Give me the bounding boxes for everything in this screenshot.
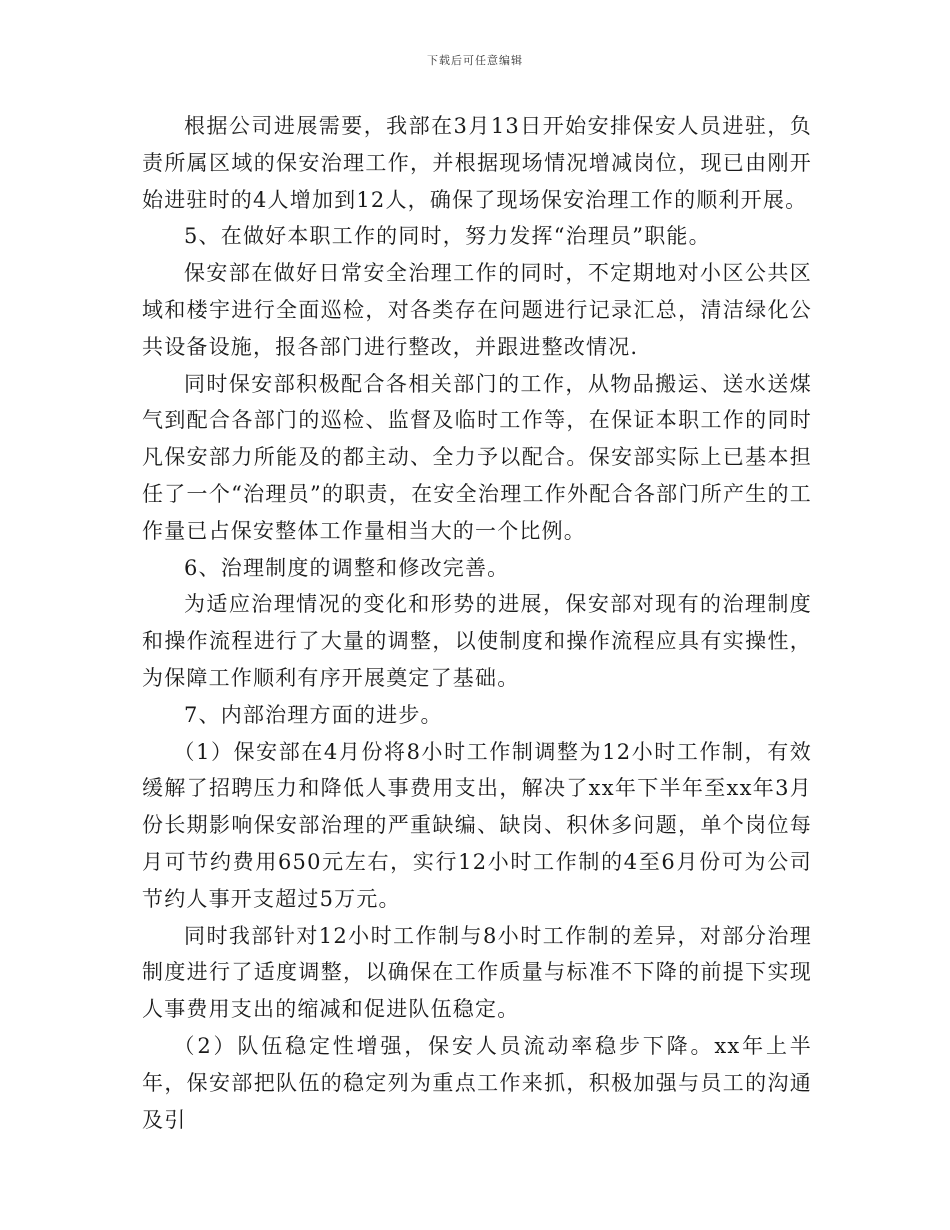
section-heading: 7、内部治理方面的进步。 — [184, 702, 443, 727]
section-heading: 5、在做好本职工作的同时，努力发挥“治理员”职能。 — [184, 224, 711, 249]
paragraph: 根据公司进展需要，我部在3月13日开始安排保安人员进驻，负责所属区域的保安治理工作，并根据现场情况增减岗位，现已由刚开始进驻时的4人增加到12人，确保了现场保安治理工作的顺利开展。 — [142, 114, 812, 212]
paragraph: （2）队伍稳定性增强，保安人员流动率稳步下降。xx年上半年，保安部把队伍的稳定列为重点工作来抓，积极加强与员工的沟通及引 — [142, 1033, 812, 1132]
paragraph: 保安部在做好日常安全治理工作的同时，不定期地对小区公共区域和楼宇进行全面巡检，对各类存在问题进行记录汇总，清洁绿化公共设备设施，报各部门进行整改，并跟进整改情况. — [142, 261, 812, 359]
page-header: 下载后可任意编辑 — [427, 54, 523, 67]
paragraph: 同时我部针对12小时工作制与8小时工作制的差异，对部分治理制度进行了适度调整，以确保在工作质量与标准不下降的前提下实现人事费用支出的缩减和促进队伍稳定。 — [142, 923, 812, 1022]
paragraph: 同时保安部积极配合各相关部门的工作，从物品搬运、送水送煤气到配合各部门的巡检、监督及临时工作等，在保证本职工作的同时凡保安部力所能及的都主动、全力予以配合。保安部实际上已基本担任了一个“治理员”的职责，在安全治理工作外配合各部门所产生的工作量已占保安整体工作量相当大的一个比例。 — [142, 371, 812, 543]
paragraph: （1）保安部在4月份将8小时工作制调整为12小时工作制，有效缓解了招聘压力和降低人事费用支出，解决了xx年下半年至xx年3月份长期影响保安部治理的严重缺编、缺岗、积休多问题，单个岗位每月可节约费用650元左右，实行12小时工作制的4至6月份可为公司节约人事开支超过5万元。 — [142, 739, 812, 911]
paragraph: 为适应治理情况的变化和形势的进展，保安部对现有的治理制度和操作流程进行了大量的调整，以使制度和操作流程应具有实操性，为保障工作顺利有序开展奠定了基础。 — [142, 592, 812, 690]
section-heading: 6、治理制度的调整和修改完善。 — [184, 555, 510, 580]
document-body — [142, 108, 812, 1138]
